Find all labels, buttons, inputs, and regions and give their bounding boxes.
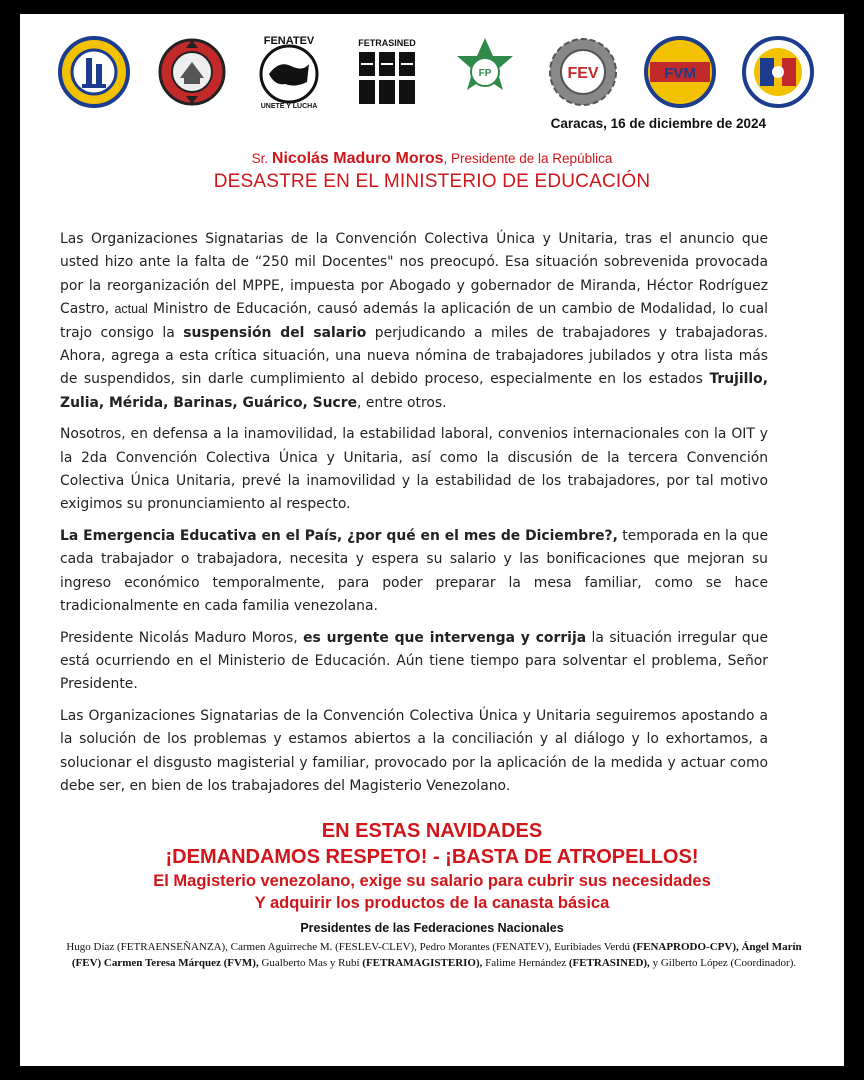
- signers-part-7: (FETRASINED),: [568, 957, 650, 969]
- p4-text-a: Presidente Nicolás Maduro Moros,: [60, 629, 304, 646]
- signers-list: [64, 939, 804, 971]
- p1-actual: actual: [114, 302, 148, 317]
- fev-logo-icon: [545, 34, 621, 110]
- fenatev-logo-icon: [251, 34, 327, 110]
- fetrasined-logo-text: FETRASINED: [358, 38, 416, 48]
- p1-bold-states: Trujillo, Zulia, Mérida, Barinas, Guárico, Sucre: [60, 371, 768, 411]
- fetraenseñanza-logo-icon: [56, 34, 132, 110]
- addressee-name: Nicolás Maduro Moros: [271, 150, 444, 167]
- body-paragraph-3: [60, 525, 768, 619]
- fenaprodo-logo-icon: [447, 34, 523, 110]
- p4-bold: es urgente que intervenga y corrija: [303, 629, 587, 646]
- feslev-clev-logo-icon: [154, 34, 230, 110]
- body-paragraph-1: [60, 228, 768, 415]
- body-paragraph-5: Las Organizaciones Signatarias de la Convención Colectiva Única y Unitaria seguiremos apostando a la solución de los problemas y estamos abiertos a la conciliación y al diálogo y lo exhortamos, a solucionar el disgusto magisterial y familiar, provocado por la aplicación de la medida y actuar como debe ser, en bien de los trabajadores del Magisterio Venezolano.: [60, 707, 768, 794]
- signers-part-4: Gualberto Mas y Rubí: [258, 957, 363, 969]
- signers-part-1: Hugo Díaz (FETRAENSEÑANZA), Carmen Aguirreche M. (FESLEV-CLEV), Pedro Morantes (FENATEV), Euribiades Verdú: [66, 941, 633, 953]
- signers-part-6: Falime Hernández: [482, 957, 569, 969]
- p3-text: temporada en la que cada trabajador o trabajadora, necesita y espera su salario y las bonificaciones que mejoran su ingreso económico temporalmente, para poder preparar la mesa familiar, como se hace tradicionalmente en cada familia venezolana.: [60, 527, 768, 615]
- closing-line-3: El Magisterio venezolano, exige su salario para cubrir sus necesidades: [153, 872, 711, 890]
- signers-title: Presidentes de las Federaciones Nacionales: [300, 921, 564, 935]
- p3-bold: La Emergencia Educativa en el País, ¿por qué en el mes de Diciembre?,: [60, 527, 618, 544]
- fetramagisterio-logo-icon: [740, 34, 816, 110]
- fetrasined-logo-icon: [349, 34, 425, 110]
- addressee-title: , Presidente de la República: [443, 151, 613, 166]
- addressee-line: [20, 150, 844, 168]
- signers-part-3: Carmen Teresa Márquez (FVM),: [101, 957, 259, 969]
- signers-part-5: (FETRAMAGISTERIO),: [362, 957, 483, 969]
- p1-text-b: Ministro de Educación, causó además la aplicación de un cambio de Modalidad, lo cual trajo consigo la: [60, 301, 768, 341]
- addressee-prefix: Sr.: [251, 151, 272, 166]
- body-paragraph-2: Nosotros, en defensa a la inamovilidad, la estabilidad laboral, convenios internacionales con la OIT y la 2da Convención Colectiva Única y Unitaria, así como la discusión de la tercera Convención Colectiva Única Unitaria, prevé la inamovilidad y la estabilidad de los trabajadores, por tal motivo exigimos su pronunciamiento al respecto.: [60, 426, 768, 513]
- logo-strip: [56, 28, 816, 116]
- closing-line-2: ¡DEMANDAMOS RESPETO! - ¡BASTA DE ATROPELLOS!: [165, 846, 699, 868]
- closing-line-4: Y adquirir los productos de la canasta básica: [254, 894, 610, 912]
- fvm-logo-text: FVM: [664, 65, 697, 82]
- fenatev-logo-text: FENATEV: [264, 35, 315, 47]
- p1-text-a: Las Organizaciones Signatarias de la Convención Colectiva Única y Unitaria, tras el anuncio que usted hizo ante la falta de “250 mil Docentes" nos preocupó. Esa situación sobrevenida provocada por la reorganización del MPPE, impuesta por Abogado y gobernador de Miranda, Héctor Rodríguez Castro,: [60, 231, 768, 318]
- signers-part-2: (FENAPRODO-CPV), Ángel Marín (FEV): [71, 941, 802, 969]
- p1-text-c: perjudicando a miles de trabajadores y trabajadoras. Ahora, agrega a esta crítica situación, una nueva nómina de trabajadores jubilados y otra lista más de suspendidos, sin darle cumplimiento al debido proceso, especialmente en los estados: [60, 324, 769, 388]
- p1-bold-salary: suspensión del salario: [183, 324, 367, 341]
- closing-demands: [20, 818, 844, 914]
- fenatev-logo-motto: UNETE Y LUCHA: [261, 103, 318, 110]
- signers-part-8: y Gilberto López (Coordinador).: [649, 957, 797, 969]
- fvm-logo-icon: [642, 34, 718, 110]
- letter-headline: DESASTRE EN EL MINISTERIO DE EDUCACIÓN: [213, 171, 651, 192]
- p1-text-d: , entre otros.: [357, 394, 447, 411]
- body-paragraph-4: [60, 627, 768, 697]
- p4-text-b: la situación irregular que está ocurriendo en el Ministerio de Educación. Aún tiene tiempo para solventar el problema, Señor Presidente.: [60, 629, 768, 693]
- closing-line-1: EN ESTAS NAVIDADES: [321, 820, 543, 842]
- fev-logo-text: FEV: [566, 65, 599, 82]
- document-page: [20, 14, 844, 1066]
- letter-body: [60, 228, 768, 806]
- svg-text:FP: FP: [478, 68, 492, 79]
- letter-date: Caracas, 16 de diciembre de 2024: [550, 116, 766, 131]
